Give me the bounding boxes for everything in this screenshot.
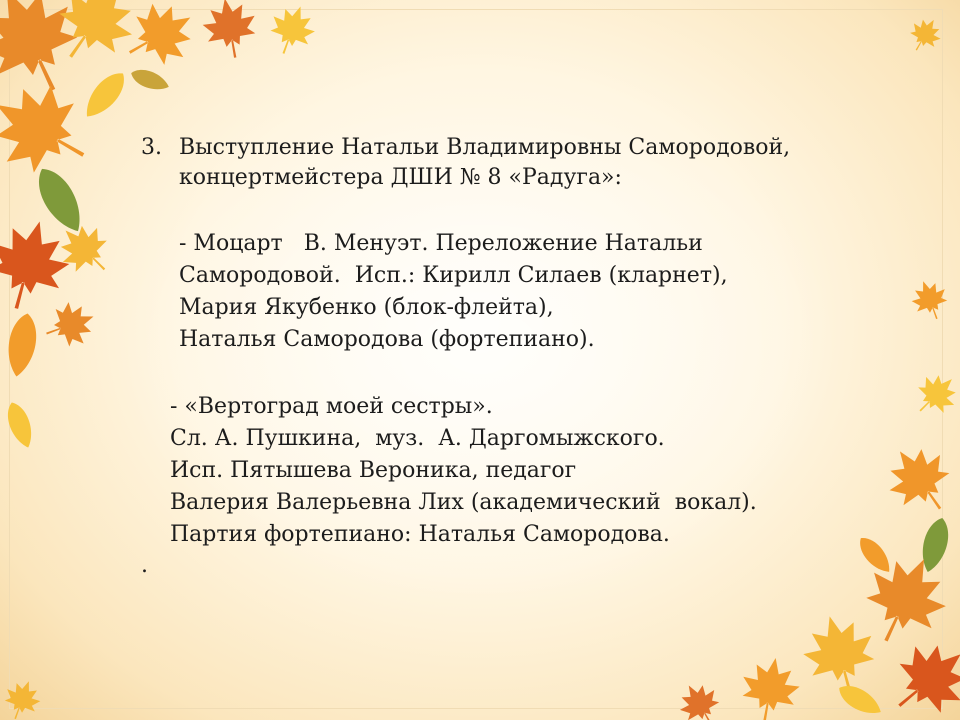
piece-one-line: Самородовой. Исп.: Кирилл Силаев (кларнет), <box>179 263 728 288</box>
piece-two-line: Сл. А. Пушкина, муз. А. Даргомыжского. <box>170 426 665 451</box>
item-number: 3. <box>141 135 162 160</box>
piece-one-line: Мария Якубенко (блок-флейта), <box>179 295 554 320</box>
piece-two-line: Валерия Валерьевна Лих (академический вокал). <box>170 490 757 515</box>
piece-two-line: Партия фортепиано: Наталья Самородова. <box>170 522 670 547</box>
heading-line: Выступление Натальи Владимировны Самородовой, <box>179 135 791 160</box>
piece-one-line: - Моцарт В. Менуэт. Переложение Натальи <box>179 231 703 256</box>
piece-two-line: Исп. Пятышева Вероника, педагог <box>170 458 577 483</box>
trailing-dot: . <box>141 553 148 578</box>
piece-two-line: - «Вертоград моей сестры». <box>170 394 493 419</box>
heading-line: концертмейстера ДШИ № 8 «Радуга»: <box>179 165 622 190</box>
piece-one-line: Наталья Самородова (фортепиано). <box>179 327 595 352</box>
